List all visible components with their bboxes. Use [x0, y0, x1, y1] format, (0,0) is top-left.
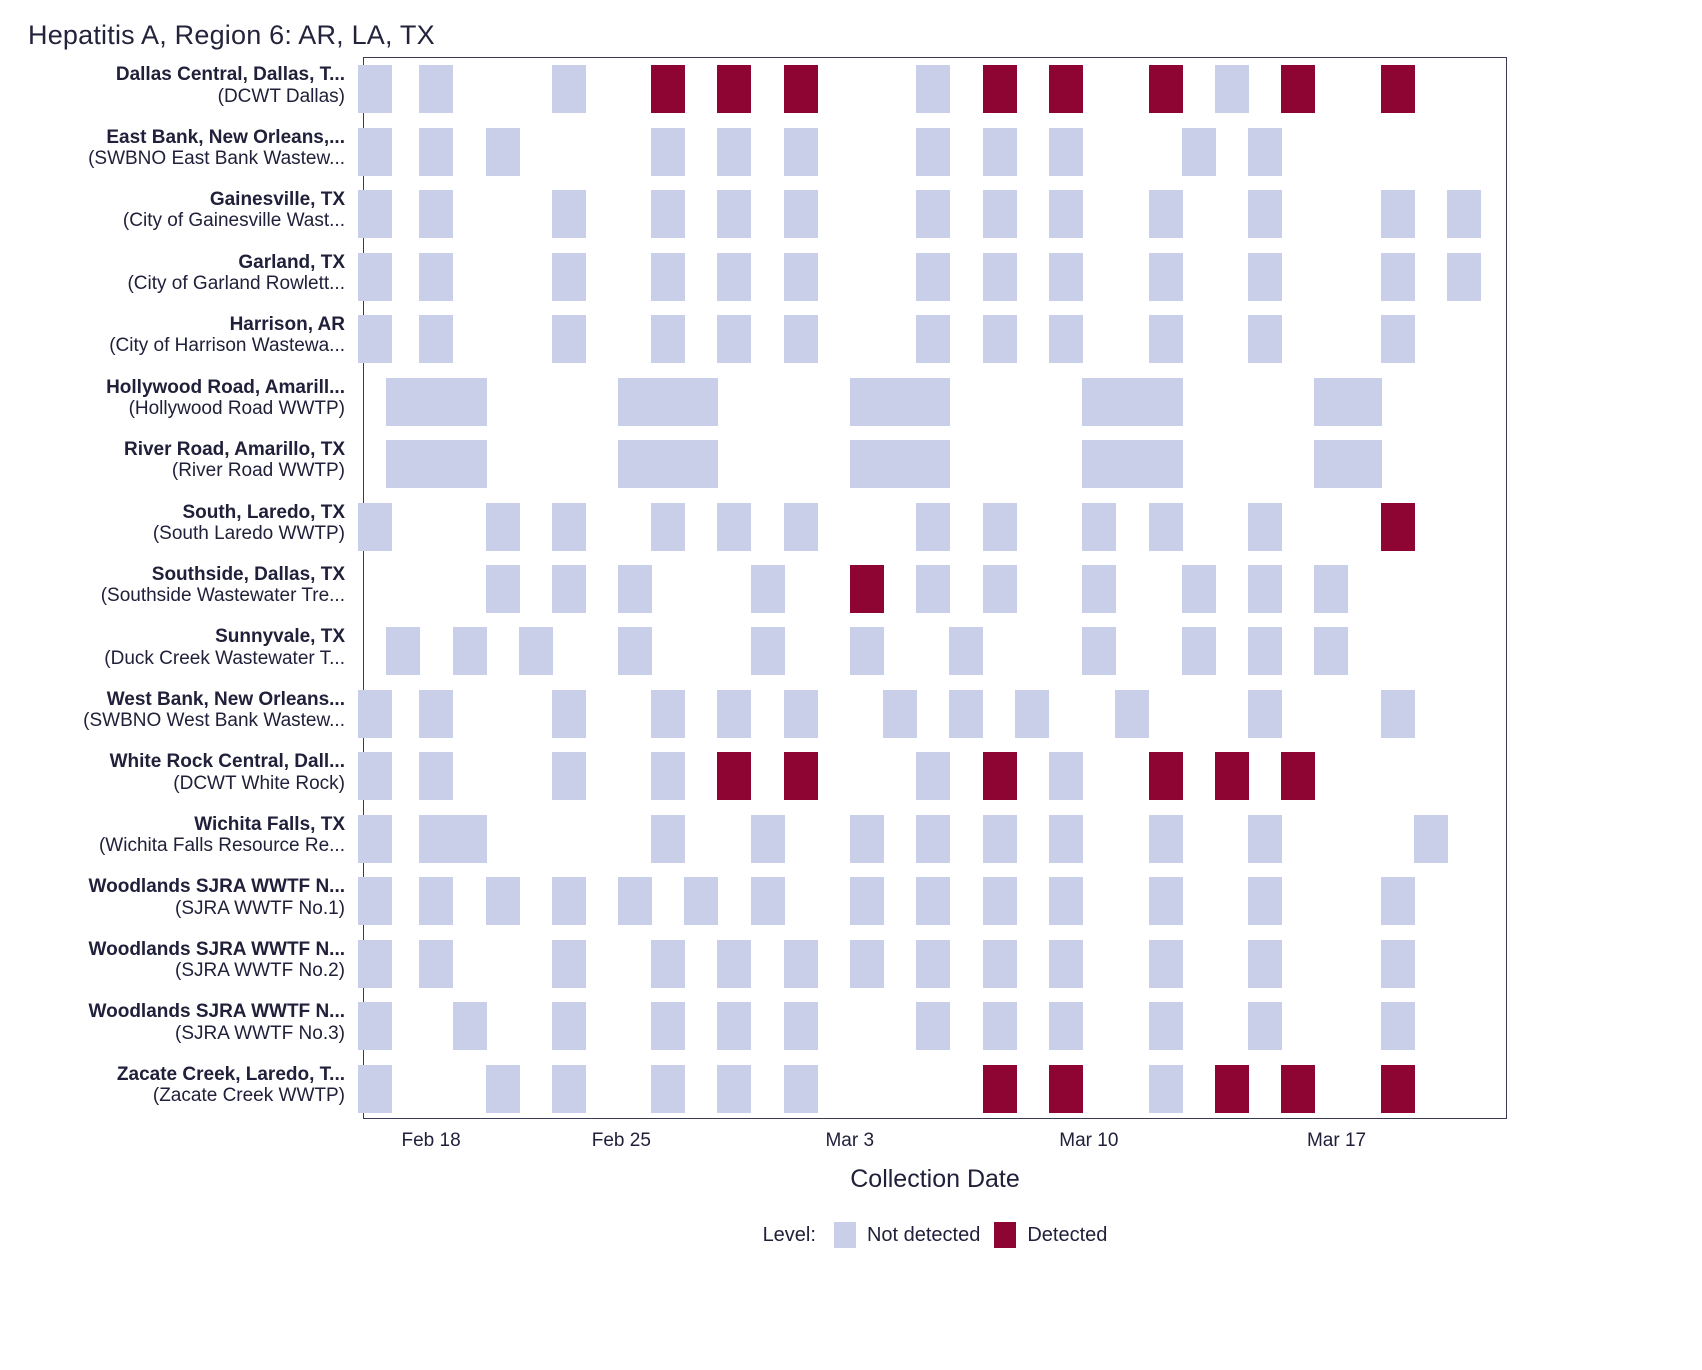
x-axis-tick-label: Feb 18	[401, 1130, 461, 1151]
y-axis-label	[89, 876, 345, 919]
site-name: Woodlands SJRA WWTF N...	[88, 1001, 345, 1023]
heatmap-cell[interactable]	[751, 565, 785, 613]
heatmap-cell[interactable]	[552, 315, 586, 363]
heatmap-cell[interactable]	[916, 440, 950, 488]
legend-entry[interactable]	[994, 1222, 1107, 1248]
heatmap-cell[interactable]	[1248, 940, 1282, 988]
site-name: Harrison, AR	[229, 314, 345, 336]
heatmap-cell[interactable]	[983, 815, 1017, 863]
heatmap-cell[interactable]	[1248, 253, 1282, 301]
heatmap-cell[interactable]	[1281, 1065, 1315, 1113]
heatmap-cell[interactable]	[751, 877, 785, 925]
heatmap-cell[interactable]	[916, 253, 950, 301]
heatmap-cell[interactable]	[1215, 65, 1249, 113]
legend-swatch	[994, 1222, 1016, 1248]
heatmap-cell[interactable]	[1149, 752, 1183, 800]
site-name: Sunnyvale, TX	[215, 626, 345, 648]
heatmap-cell[interactable]	[358, 877, 392, 925]
heatmap-cell[interactable]	[419, 752, 453, 800]
site-name: Gainesville, TX	[209, 189, 345, 211]
heatmap-cell[interactable]	[651, 1065, 685, 1113]
heatmap-cell[interactable]	[552, 752, 586, 800]
heatmap-cell[interactable]	[1215, 1065, 1249, 1113]
heatmap-cell[interactable]	[1015, 690, 1049, 738]
heatmap-cell[interactable]	[419, 940, 453, 988]
heatmap-cell[interactable]	[358, 253, 392, 301]
heatmap-cell[interactable]	[684, 440, 718, 488]
heatmap-cell[interactable]	[916, 940, 950, 988]
heatmap-cell[interactable]	[684, 378, 718, 426]
heatmap-cell[interactable]	[717, 65, 751, 113]
heatmap-cell[interactable]	[1381, 940, 1415, 988]
heatmap-cell[interactable]	[651, 128, 685, 176]
heatmap-cell[interactable]	[618, 440, 652, 488]
heatmap-cell[interactable]	[1149, 1002, 1183, 1050]
heatmap-cell[interactable]	[1082, 378, 1116, 426]
site-name: Hollywood Road, Amarill...	[106, 376, 345, 398]
heatmap-cell[interactable]	[983, 128, 1017, 176]
heatmap-cell[interactable]	[1248, 690, 1282, 738]
heatmap-cell[interactable]	[983, 877, 1017, 925]
heatmap-cell[interactable]	[1215, 752, 1249, 800]
heatmap-cell[interactable]	[486, 1065, 520, 1113]
x-axis-title: Collection Date	[850, 1165, 1020, 1193]
y-axis-label	[89, 939, 345, 982]
heatmap-cell[interactable]	[1182, 565, 1216, 613]
heatmap-cell[interactable]	[453, 1002, 487, 1050]
heatmap-cell[interactable]	[784, 690, 818, 738]
heatmap-cell[interactable]	[983, 940, 1017, 988]
heatmap-cell[interactable]	[1115, 690, 1149, 738]
heatmap-cells	[364, 58, 1506, 1118]
facility-name: (River Road WWTP)	[171, 460, 345, 482]
heatmap-cell[interactable]	[983, 253, 1017, 301]
heatmap-cell[interactable]	[916, 752, 950, 800]
heatmap-cell[interactable]	[386, 440, 420, 488]
heatmap-cell[interactable]	[1314, 565, 1348, 613]
heatmap-cell[interactable]	[1447, 253, 1481, 301]
y-axis-label	[124, 439, 345, 482]
heatmap-cell[interactable]	[1149, 378, 1183, 426]
facility-name: (DCWT White Rock)	[173, 772, 345, 794]
facility-name: (Southside Wastewater Tre...	[100, 585, 345, 607]
heatmap-cell[interactable]	[784, 315, 818, 363]
y-axis-label	[88, 127, 345, 170]
heatmap-cell[interactable]	[1082, 565, 1116, 613]
heatmap-cell[interactable]	[1381, 1002, 1415, 1050]
heatmap-cell[interactable]	[1049, 65, 1083, 113]
heatmap-cell[interactable]	[850, 378, 884, 426]
heatmap-cell[interactable]	[358, 1065, 392, 1113]
heatmap-cell[interactable]	[1381, 190, 1415, 238]
y-axis-label	[110, 751, 345, 794]
heatmap-cell[interactable]	[916, 128, 950, 176]
heatmap-cell[interactable]	[916, 190, 950, 238]
heatmap-cell[interactable]	[784, 1065, 818, 1113]
legend-label: Not detected	[866, 1223, 981, 1246]
heatmap-cell[interactable]	[552, 65, 586, 113]
heatmap-cell[interactable]	[1149, 190, 1183, 238]
legend	[363, 1222, 1507, 1248]
facility-name: (City of Harrison Wastewa...	[109, 335, 345, 357]
heatmap-cell[interactable]	[453, 627, 487, 675]
x-axis-tick-label: Feb 25	[591, 1130, 651, 1151]
y-axis-label	[89, 1001, 345, 1044]
heatmap-cell[interactable]	[1314, 440, 1348, 488]
heatmap-cell[interactable]	[1149, 1065, 1183, 1113]
heatmap-cell[interactable]	[983, 190, 1017, 238]
heatmap-cell[interactable]	[1248, 503, 1282, 551]
facility-name: (City of Garland Rowlett...	[127, 272, 345, 294]
y-axis-label	[109, 314, 345, 357]
heatmap-cell[interactable]	[916, 503, 950, 551]
heatmap-cell[interactable]	[983, 315, 1017, 363]
heatmap-cell[interactable]	[850, 815, 884, 863]
heatmap-cell[interactable]	[916, 65, 950, 113]
heatmap-cell[interactable]	[419, 877, 453, 925]
facility-name: (SJRA WWTF No.3)	[175, 1022, 345, 1044]
legend-swatch	[834, 1222, 856, 1248]
site-name: Garland, TX	[238, 251, 345, 273]
heatmap-cell[interactable]	[486, 877, 520, 925]
heatmap-cell[interactable]	[419, 253, 453, 301]
y-axis-label	[127, 252, 345, 295]
heatmap-cell[interactable]	[651, 65, 685, 113]
y-axis-labels	[0, 57, 355, 1119]
heatmap-cell[interactable]	[1414, 815, 1448, 863]
heatmap-cell[interactable]	[419, 315, 453, 363]
heatmap-cell[interactable]	[651, 815, 685, 863]
facility-name: (SJRA WWTF No.1)	[175, 897, 345, 919]
heatmap-cell[interactable]	[358, 940, 392, 988]
heatmap-cell[interactable]	[1381, 690, 1415, 738]
heatmap-cell[interactable]	[552, 503, 586, 551]
heatmap-cell[interactable]	[419, 65, 453, 113]
heatmap-cell[interactable]	[983, 752, 1017, 800]
y-axis-label	[99, 814, 345, 857]
heatmap-cell[interactable]	[1314, 378, 1348, 426]
y-axis-label	[153, 502, 345, 545]
heatmap-cell[interactable]	[358, 690, 392, 738]
x-axis-tick-label: Mar 3	[825, 1130, 875, 1151]
heatmap-cell[interactable]	[717, 1002, 751, 1050]
heatmap-cell[interactable]	[1049, 315, 1083, 363]
heatmap-cell[interactable]	[486, 503, 520, 551]
heatmap-cell[interactable]	[651, 1002, 685, 1050]
heatmap-cell[interactable]	[717, 752, 751, 800]
heatmap-cell[interactable]	[419, 128, 453, 176]
heatmap-cell[interactable]	[519, 627, 553, 675]
heatmap-cell[interactable]	[1248, 877, 1282, 925]
heatmap-cell[interactable]	[1381, 877, 1415, 925]
heatmap-cell[interactable]	[358, 315, 392, 363]
heatmap-cell[interactable]	[983, 503, 1017, 551]
heatmap-cell[interactable]	[552, 190, 586, 238]
heatmap-cell[interactable]	[358, 190, 392, 238]
heatmap-cell[interactable]	[552, 565, 586, 613]
heatmap-cell[interactable]	[1447, 190, 1481, 238]
y-axis-label	[116, 64, 345, 107]
heatmap-cell[interactable]	[386, 378, 420, 426]
heatmap-cell[interactable]	[651, 940, 685, 988]
heatmap-cell[interactable]	[751, 627, 785, 675]
heatmap-cell[interactable]	[717, 128, 751, 176]
heatmap-cell[interactable]	[1281, 752, 1315, 800]
legend-title: Level:	[762, 1223, 816, 1246]
heatmap-cell[interactable]	[1248, 627, 1282, 675]
heatmap-cell[interactable]	[618, 378, 652, 426]
heatmap-cell[interactable]	[358, 815, 392, 863]
heatmap-cell[interactable]	[1149, 877, 1183, 925]
heatmap-cell[interactable]	[883, 440, 917, 488]
heatmap-cell[interactable]	[651, 690, 685, 738]
heatmap-cell[interactable]	[1049, 752, 1083, 800]
heatmap-cell[interactable]	[552, 940, 586, 988]
heatmap-cell[interactable]	[1381, 1065, 1415, 1113]
site-name: Southside, Dallas, TX	[151, 564, 345, 585]
heatmap-cell[interactable]	[651, 378, 685, 426]
heatmap-cell[interactable]	[1381, 65, 1415, 113]
heatmap-cell[interactable]	[916, 565, 950, 613]
heatmap-cell[interactable]	[916, 1002, 950, 1050]
heatmap-cell[interactable]	[386, 627, 420, 675]
x-axis-tick-label: Mar 17	[1306, 1130, 1367, 1151]
heatmap-cell[interactable]	[1149, 503, 1183, 551]
heatmap-cell[interactable]	[1248, 1002, 1282, 1050]
heatmap-cell[interactable]	[850, 940, 884, 988]
heatmap-cell[interactable]	[1348, 378, 1382, 426]
heatmap-cell[interactable]	[1314, 627, 1348, 675]
heatmap-cell[interactable]	[916, 378, 950, 426]
heatmap-cell[interactable]	[983, 1065, 1017, 1113]
heatmap-cell[interactable]	[784, 752, 818, 800]
heatmap-cell[interactable]	[916, 815, 950, 863]
heatmap-cell[interactable]	[1115, 378, 1149, 426]
heatmap-cell[interactable]	[419, 378, 453, 426]
heatmap-cell[interactable]	[784, 190, 818, 238]
site-name: Dallas Central, Dallas, T...	[115, 64, 345, 86]
heatmap-cell[interactable]	[486, 565, 520, 613]
facility-name: (Zacate Creek WWTP)	[152, 1085, 345, 1107]
heatmap-cell[interactable]	[883, 690, 917, 738]
heatmap-plot-area	[363, 57, 1507, 1119]
heatmap-cell[interactable]	[1049, 190, 1083, 238]
heatmap-cell[interactable]	[453, 815, 487, 863]
x-axis-ticks	[363, 1122, 1507, 1156]
x-axis-tick-label: Mar 10	[1059, 1130, 1119, 1151]
heatmap-cell[interactable]	[419, 190, 453, 238]
heatmap-cell[interactable]	[949, 627, 983, 675]
heatmap-cell[interactable]	[552, 877, 586, 925]
heatmap-cell[interactable]	[358, 503, 392, 551]
facility-name: (Duck Creek Wastewater T...	[104, 647, 345, 669]
facility-name: (Hollywood Road WWTP)	[128, 397, 345, 419]
facility-name: (South Laredo WWTP)	[152, 522, 345, 544]
heatmap-cell[interactable]	[419, 815, 453, 863]
y-axis-label	[106, 377, 345, 420]
heatmap-cell[interactable]	[1149, 440, 1183, 488]
heatmap-cell[interactable]	[684, 877, 718, 925]
heatmap-cell[interactable]	[453, 378, 487, 426]
heatmap-cell[interactable]	[850, 565, 884, 613]
heatmap-cell[interactable]	[850, 877, 884, 925]
site-name: White Rock Central, Dall...	[109, 751, 345, 773]
heatmap-cell[interactable]	[1082, 440, 1116, 488]
heatmap-cell[interactable]	[983, 1002, 1017, 1050]
heatmap-cell[interactable]	[651, 315, 685, 363]
heatmap-cell[interactable]	[419, 690, 453, 738]
site-name: Wichita Falls, TX	[194, 813, 345, 835]
heatmap-cell[interactable]	[1149, 815, 1183, 863]
heatmap-cell[interactable]	[1248, 190, 1282, 238]
heatmap-cell[interactable]	[1281, 65, 1315, 113]
heatmap-cell[interactable]	[1082, 503, 1116, 551]
heatmap-cell[interactable]	[850, 627, 884, 675]
heatmap-cell[interactable]	[1049, 877, 1083, 925]
heatmap-cell[interactable]	[651, 752, 685, 800]
heatmap-cell[interactable]	[651, 190, 685, 238]
heatmap-cell[interactable]	[1248, 128, 1282, 176]
heatmap-cell[interactable]	[784, 1002, 818, 1050]
heatmap-cell[interactable]	[717, 315, 751, 363]
heatmap-cell[interactable]	[916, 877, 950, 925]
heatmap-cell[interactable]	[552, 253, 586, 301]
site-name: South, Laredo, TX	[182, 501, 345, 523]
heatmap-cell[interactable]	[651, 440, 685, 488]
legend-entry[interactable]	[834, 1222, 980, 1248]
facility-name: (SWBNO East Bank Wastew...	[88, 147, 345, 169]
heatmap-cell[interactable]	[916, 315, 950, 363]
site-name: River Road, Amarillo, TX	[123, 439, 345, 461]
heatmap-cell[interactable]	[1182, 128, 1216, 176]
heatmap-cell[interactable]	[784, 128, 818, 176]
heatmap-cell[interactable]	[552, 690, 586, 738]
heatmap-cell[interactable]	[358, 1002, 392, 1050]
heatmap-cell[interactable]	[717, 503, 751, 551]
facility-name: (City of Gainesville Wast...	[122, 210, 345, 232]
heatmap-cell[interactable]	[1049, 253, 1083, 301]
heatmap-cell[interactable]	[1248, 565, 1282, 613]
y-axis-label	[117, 1064, 345, 1107]
heatmap-cell[interactable]	[1182, 627, 1216, 675]
page-title: Hepatitis A, Region 6: AR, LA, TX	[28, 20, 435, 50]
heatmap-cell[interactable]	[1381, 253, 1415, 301]
heatmap-cell[interactable]	[1248, 815, 1282, 863]
heatmap-cell[interactable]	[983, 565, 1017, 613]
heatmap-cell[interactable]	[784, 65, 818, 113]
heatmap-cell[interactable]	[1082, 627, 1116, 675]
y-axis-label	[104, 626, 345, 669]
heatmap-cell[interactable]	[1149, 315, 1183, 363]
legend-label: Detected	[1027, 1223, 1108, 1246]
heatmap-cell[interactable]	[784, 503, 818, 551]
heatmap-cell[interactable]	[651, 253, 685, 301]
heatmap-cell[interactable]	[453, 440, 487, 488]
facility-name: (SJRA WWTF No.2)	[175, 960, 345, 982]
heatmap-cell[interactable]	[784, 940, 818, 988]
heatmap-cell[interactable]	[1115, 440, 1149, 488]
heatmap-cell[interactable]	[419, 440, 453, 488]
heatmap-cell[interactable]	[618, 877, 652, 925]
site-name: Woodlands SJRA WWTF N...	[88, 876, 345, 898]
heatmap-cell[interactable]	[1381, 315, 1415, 363]
heatmap-cell[interactable]	[883, 378, 917, 426]
facility-name: (SWBNO West Bank Wastew...	[83, 710, 345, 732]
heatmap-cell[interactable]	[358, 752, 392, 800]
site-name: Woodlands SJRA WWTF N...	[88, 938, 345, 960]
heatmap-cell[interactable]	[949, 690, 983, 738]
heatmap-cell[interactable]	[618, 565, 652, 613]
heatmap-cell[interactable]	[1149, 940, 1183, 988]
heatmap-cell[interactable]	[784, 253, 818, 301]
heatmap-cell[interactable]	[618, 627, 652, 675]
heatmap-cell[interactable]	[1049, 815, 1083, 863]
heatmap-cell[interactable]	[850, 440, 884, 488]
heatmap-cell[interactable]	[751, 815, 785, 863]
y-axis-label	[83, 689, 345, 732]
heatmap-cell[interactable]	[1049, 940, 1083, 988]
heatmap-cell[interactable]	[1049, 128, 1083, 176]
heatmap-cell[interactable]	[552, 1002, 586, 1050]
heatmap-cell[interactable]	[717, 190, 751, 238]
heatmap-cell[interactable]	[1049, 1065, 1083, 1113]
heatmap-cell[interactable]	[1149, 65, 1183, 113]
heatmap-cell[interactable]	[358, 65, 392, 113]
heatmap-cell[interactable]	[717, 690, 751, 738]
heatmap-cell[interactable]	[717, 1065, 751, 1113]
heatmap-cell[interactable]	[1348, 440, 1382, 488]
heatmap-cell[interactable]	[1381, 503, 1415, 551]
y-axis-label	[101, 564, 345, 607]
site-name: East Bank, New Orleans,...	[106, 126, 345, 148]
heatmap-cell[interactable]	[717, 253, 751, 301]
y-axis-label	[123, 189, 345, 232]
heatmap-cell[interactable]	[983, 65, 1017, 113]
heatmap-cell[interactable]	[486, 128, 520, 176]
heatmap-cell[interactable]	[651, 503, 685, 551]
heatmap-cell[interactable]	[717, 940, 751, 988]
heatmap-cell[interactable]	[1149, 253, 1183, 301]
heatmap-cell[interactable]	[358, 128, 392, 176]
facility-name: (DCWT Dallas)	[217, 85, 345, 107]
heatmap-cell[interactable]	[1248, 315, 1282, 363]
heatmap-cell[interactable]	[552, 1065, 586, 1113]
heatmap-cell[interactable]	[1049, 1002, 1083, 1050]
site-name: Zacate Creek, Laredo, T...	[116, 1063, 345, 1085]
site-name: West Bank, New Orleans...	[106, 688, 345, 710]
facility-name: (Wichita Falls Resource Re...	[98, 835, 345, 857]
